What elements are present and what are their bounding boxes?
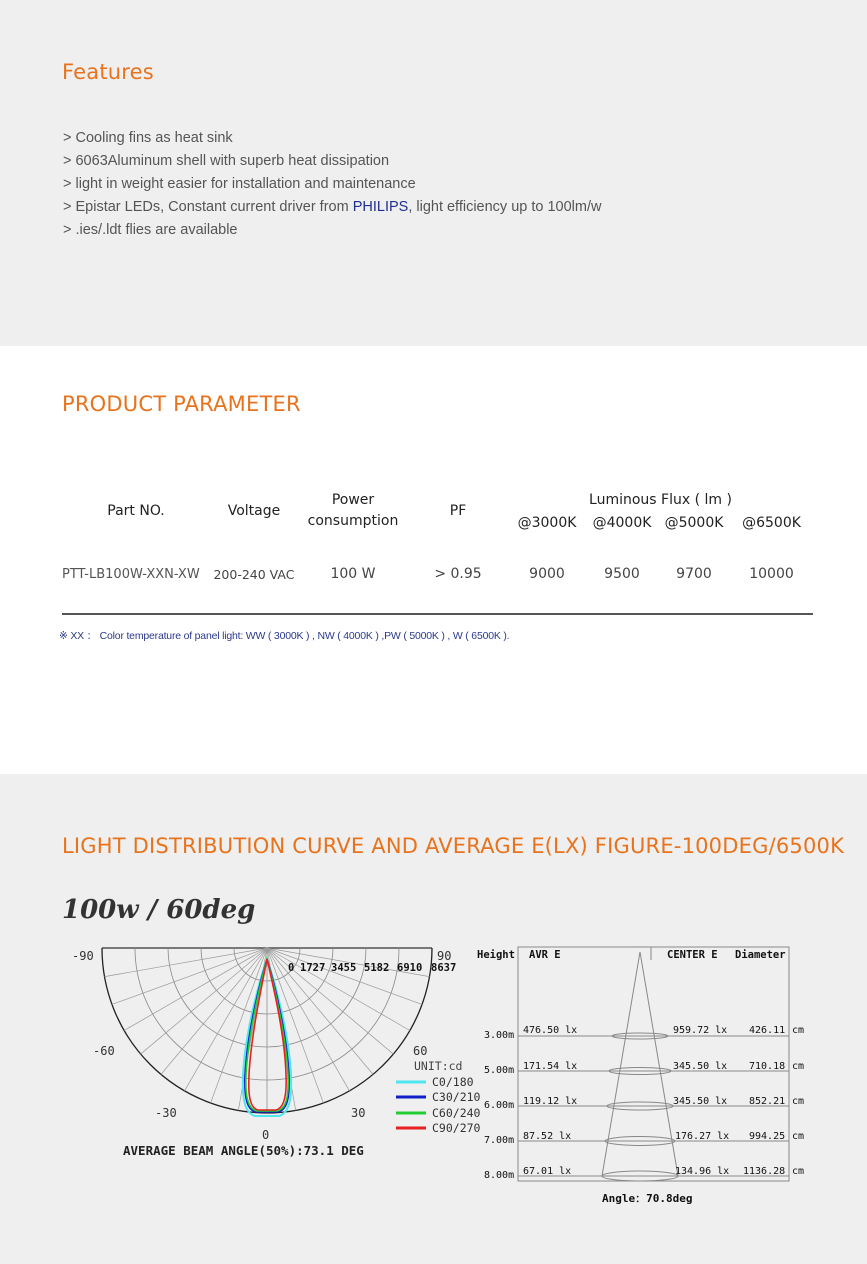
row-diameter: 710.18 [749,1061,786,1072]
cell-flux: 10000 [749,566,794,582]
brand-name: PHILIPS [352,199,409,215]
intensity-scale [288,962,456,974]
cell-power: 100 W [330,566,376,582]
row-avr-e: 171.54 lx [523,1061,578,1072]
features-list [63,127,601,242]
row-center-e: 345.50 lx [673,1096,728,1107]
angle-label-60: 60 [413,1044,428,1058]
row-unit: cm [792,1131,805,1142]
features-section [0,0,867,346]
cell-part-no: PTT-LB100W-XXN-XW [62,566,200,582]
row-height: 3.00m [484,1030,515,1041]
row-avr-e: 476.50 lx [523,1025,578,1036]
scale-tick: 6910 [397,962,423,974]
table-row [62,552,813,596]
curve-c90-270 [249,959,286,1110]
header-voltage: Voltage [227,503,281,519]
color-temperature-note: ※ XX ： Color temperature of panel light: WW ( 3000K ) , NW ( 4000K ) ,PW ( 5000K ) , W ( 6500K ). [59,630,510,642]
cell-flux: 9000 [529,566,565,582]
header-power: Power consumption [307,492,399,529]
scale-tick: 0 [288,962,295,974]
distribution-title: LIGHT DISTRIBUTION CURVE AND AVERAGE E(LX) FIGURE-100DEG/6500K [62,834,845,858]
row-avr-e: 67.01 lx [523,1166,572,1177]
feature-item: > light in weight easier for installation and maintenance [63,176,416,192]
row-avr-e: 87.52 lx [523,1131,572,1142]
angle-label-minus90: -90 [72,949,94,963]
row-center-e: 345.50 lx [673,1061,728,1072]
row-diameter: 994.25 [749,1131,786,1142]
unit-label: UNIT:cd [414,1059,463,1073]
cell-flux: 9500 [604,566,640,582]
legend-label: C90/270 [432,1121,480,1135]
row-center-e: 134.96 lx [675,1166,730,1177]
row-unit: cm [792,1025,805,1036]
header-height: Height [477,949,515,961]
features-title: Features [62,60,154,84]
table-row [484,1061,804,1076]
cell-voltage: 200-240 VAC [213,566,295,582]
row-unit: cm [792,1096,805,1107]
row-diameter: 426.11 [749,1025,786,1036]
table-divider [62,613,813,615]
feature-item: > Epistar LEDs, Constant current driver from PHILIPS, light efficiency up to 100lm/w [63,199,602,215]
row-center-e: 176.27 lx [675,1131,730,1142]
header-center-e: CENTER E [667,949,718,961]
row-center-e: 959.72 lx [673,1025,728,1036]
header-cct: @6500K [742,515,801,531]
legend-label: C30/210 [432,1090,480,1104]
legend-label: C60/240 [432,1106,480,1120]
cell-pf: > 0.95 [434,566,482,582]
feature-item: > .ies/.ldt flies are available [63,222,238,238]
feature-item: > 6063Aluminum shell with superb heat dissipation [63,153,390,169]
cell-flux: 9700 [676,566,712,582]
header-cct: @4000K [592,515,652,531]
cone-angle-label: Angle：70.8deg [602,1192,693,1205]
feature-item: > Cooling fins as heat sink [63,130,233,146]
parameter-title: PRODUCT PARAMETER [62,392,301,416]
table-row [484,1096,804,1111]
scale-tick: 3455 [331,962,357,974]
row-unit: cm [792,1166,805,1177]
table-header-row [62,488,813,512]
angle-label-minus60: -60 [93,1044,115,1058]
beam-angle-label: AVERAGE BEAM ANGLE(50%):73.1 DEG [123,1143,364,1158]
row-height: 8.00m [484,1170,515,1181]
row-height: 6.00m [484,1100,515,1111]
angle-label-0: 0 [262,1128,270,1142]
illuminance-rows [484,1025,804,1181]
angle-label-90: 90 [437,949,452,963]
header-luminous-flux: Luminous Flux ( lm ) [589,492,732,508]
angle-label-30: 30 [351,1106,366,1120]
parameter-table [62,488,813,596]
row-avr-e: 119.12 lx [523,1096,578,1107]
polar-diagram [0,940,480,1170]
table-row [484,1131,804,1146]
header-pf: PF [449,503,467,519]
scale-tick: 8637 [431,962,457,974]
scale-tick: 5182 [364,962,390,974]
header-part-no: Part NO. [107,503,165,519]
legend-label: C0/180 [432,1075,474,1089]
row-height: 5.00m [484,1065,515,1076]
header-diameter: Diameter [735,949,786,961]
legend [396,1075,480,1135]
angle-label-minus30: -30 [155,1106,177,1120]
row-height: 7.00m [484,1135,515,1146]
table-row [484,1166,804,1181]
scale-tick: 1727 [300,962,326,974]
header-cct: @3000K [517,515,577,531]
illuminance-diagram [470,940,810,1215]
product-subtitle: 100w / 60deg [62,895,256,925]
row-unit: cm [792,1061,805,1072]
row-diameter: 852.21 [749,1096,786,1107]
header-cct: @5000K [664,515,724,531]
header-avr-e: AVR E [529,949,561,961]
illuminance-headers [477,949,786,961]
row-diameter: 1136.28 [743,1166,786,1177]
